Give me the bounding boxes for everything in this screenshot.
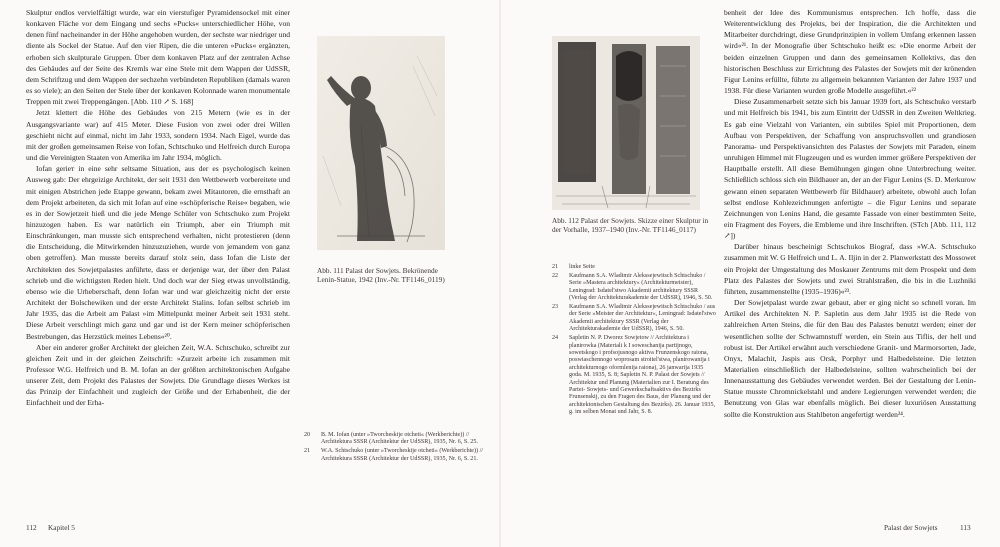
footnote-text: Kaufmann S.A. Wladimir Alekssejewitsch Schtschuko / Serie »Mastera architektury« (Architekturmeister), Leningrad: Isdatel'stwo Akademii architektury SSSR (Verlag der Architekturakademie der UdSSR), 1946, S. 50.: [569, 272, 713, 302]
body-paragraph: Darüber hinaus bescheinigt Schtschukos Biograf, dass »W.A. Schtschuko zusammen mit W. G Helfreich und L. A. Iljin in der 2. Planwerkstatt des Mossowet ein Projekt der Umgestaltung des Moskauer Zentrums mit dem Prospekt und dem Platz des Palastes der Sowjets und zwei Strahlstraßen, die bis in die Luzhniki führten, zusammenstellte (1935–1936)«²³.: [724, 242, 976, 296]
footnote-number: 24: [552, 335, 559, 342]
footnote: [552, 304, 716, 334]
footnote: [552, 264, 716, 271]
body-paragraph: Der Sowjetpalast wurde zwar gebaut, aber er ging nicht so schnell voran. Im Artikel des Architekten N. P. Sapletin aus dem Jahr 1935 ist die Rede von zahlreichen Arten Steins, die für den Bau des Palastes benutzt werden; einer der wesentlichen sollte der Schwamnstuff werden, ein Stein aus Tiflis, der hell und robust ist. Der Artikel erwähnt auch verschiedene Granit- und Marmorsorten, Jade, Onyx, Malachit, Jaspis aus Orsk, Porphyr und Halbedelsteine. Die letzten Materialien einschließlich der Halbedelsteine, sollten wahrscheinlich bei der Innenausstattung des Gebäudes verwendet werden. Bei der Gestaltung der Lenin-Statue musste Chromnickelstahl und andere Legierungen verwendet werden; die Benutzung von Glas war ebenfalls möglich. Bei dieser luxuriösen Ausstattung sollte die Konstruktion aus Stahlbeton angefertigt werden²⁴.: [724, 298, 976, 419]
footnote-text: B. M. Iofan (unter »Tworcheskije otcheti« (Werkberichte)) // Architektura SSSR (Architektur der UdSSR), 1935, Nr. 6, S. 25.: [321, 432, 478, 446]
body-paragraph: Skulptur endlos vervielfältigt wurde, war ein vierstufiger Pyramidensockel mit einer konkaven Fläche vor dem Eingang und sechs »Pucks« unterschiedlicher Höhe, von denen fünf nacheinander in der Höhe angehoben wurden, der sechste war niedriger und diente als Sockel der Statue. Auf den vier Ripen, die die unteren »Pucks« ergänzten, erhoben sich skulpturale Gruppen. Über dem konkaven Platz auf der zentralen Achse des Gebäudes auf der Seite des Kremls war eine Stele mit dem Wappen der UdSSR, dem Schriftzug und dem Wappen der sechzehn verbündeten Republiken (damals waren es so viele); an den Seiten der Stele über der konkaven Kolonnade waren monumentale Treppen mit zwei Treppengängen. [Abb. 110 ↗ S. 168]: [26, 8, 290, 107]
left-main-text: [26, 7, 290, 409]
footnote-number: 23: [552, 304, 559, 311]
body-paragraph: benheit der Idee des Kommunismus entsprechen. Ich hoffe, dass die Weiterentwicklung des Projekts, bei der Inspiration, die die Architekten und Mitarbeiter durchdringt, diese Grundprinzipien in vollem Umfang erkennen lassen wird«²¹. In der Monografie über Schtschuko heißt es: »Die enorme Arbeit der beiden einzelnen Gruppen und dann des gemeinsamen Kollektivs, das den historischen Beschluss zur Errichtung des Palastes der Sowjets mit der krönenden Figur Lenins erfüllte, führte zu allgemein bekannten Varianten der Jahre 1937 und 1938. Für diese Varianten wurden große Modelle ausgeführt.«²²: [724, 8, 976, 96]
footnote-number: 21: [304, 448, 311, 455]
vestibule-sculpture-drawing: [552, 36, 700, 210]
footnote-number: 20: [304, 432, 311, 438]
footnote: [552, 335, 716, 416]
body-paragraph: Jetzt klettert die Höhe des Gebäudes von 215 Metern (wie es in der Ausgangsvariante war) auf 415 Meter. Diese Fusion von zwei oder drei Willen geschieht nicht auf einmal, nicht im Jahr 1933, sondern 1934. Nach Eigel, wurde das mit der großen gemeinsamen Reise von Iofan, Schtschuko und Helfreich durch Europa und die Vereinigten Staaten von Amerika im Jahr 1934, möglich.: [26, 108, 290, 163]
left-footnotes: [304, 432, 484, 465]
right-footnotes: [552, 264, 716, 418]
footnote-text: Sapletin N. P. Dworez Sowjetow // Architektura i planirowka (Materiali k I soweschanija partijnogo, sowetskogo i profsojusnogo aktiva Frunzenskogo raiona, poswiaschennogo woprosam stroitel'stwa, planirowanija i architekturnogo oformlenija raiona), 26 janwarija 1935 goda. M. 1935, S. 8; Sapletin N. P. Palast der Sowjets // Architektur und Planung (Materialien zur I. Beratung des Partei- Sowjets- und Gewerkschaftsaktivs des Bezirks Frunsenskij, zu den Fragen des Baus, der Planung und der architektonischen Gestaltung des Bezirks). 26. Januar 1935, g. im selben Monat und Jahr, S. 8.: [569, 335, 716, 416]
running-head: Palast der Sowjets: [884, 523, 938, 532]
footnote-text: linke Seite: [569, 264, 595, 270]
body-paragraph: Diese Zusammenarbeit setzte sich bis Januar 1939 fort, als Schtschuko verstarb und mit Helfreich bis 1941, bis zum Eintritt der UdSSR in den Zweiten Weltkrieg. Es gab eine Vielzahl von Varianten, ein subtiles Spiel mit Proportionen, dem Aufbau von Perspektiven, der Schaffung von anspruchsvollen und grandiosen Panorama- und Perspektivansichten des Palastes der Sowjets mit Paraden, einem unruhigen Himmel mit Flugzeugen und es wurden immer größere Perspektiven der Hauptballe erstellt. All diese Bemühungen gingen ohne Unterbrechung weiter. Schließlich schloss sich ein Bildhauer an, der an der Figur Lenins (S. D. Merkurow gewann einen separaten Wettbewerb für Bildhauer) arbeitete, obwohl auch Iofan selbst endlose Kohlezeichnungen anfertigte – die Figur Lenins und separate Zeichnungen von Lenins Hand, die gesamte Fassade von einer bestimmten Seite, ein Fragment des Foyers, die Embleme und ihre Inschriften. (STch [Abb. 111, 112 ↗]): [724, 97, 976, 241]
body-paragraph: Aber ein anderer großer Architekt der gleichen Zeit, W.A. Schtschuko, schreibt zur gleichen Zeit und in der gleichen Zeitschrift: »Zurzeit arbeite ich zusammen mit Professor W.G. Helfreich und B. M. Iofan an der größten architektonischen Aufgabe unserer Zeit, dem Projekt des Palastes der Sowjets. Die Grundlage dieses Werkes ist das Prinzip der Einfachheit und zugleich der Größe und der Erhabenheit, die der Einfachheit und der Erha-: [26, 342, 290, 408]
footnote-number: 22: [552, 272, 559, 279]
figure-caption: Abb. 111 Palast der Sowjets. Bekrönende Lenin-Statue, 1942 (Inv.-Nr. TF1146_0119): [317, 266, 445, 285]
lenin-statue-drawing: [317, 36, 445, 250]
page-number: 113: [960, 523, 971, 532]
footnote-text: W.A. Schtschuko (unter »Tworcheskije otcheti« (Werkberichte)) // Architektura SSSR (Architektur der UdSSR), 1935, Nr. 6, S. 21.: [321, 448, 483, 462]
footnote: [304, 448, 484, 463]
figure-caption: Abb. 112 Palast der Sowjets. Skizze einer Skulptur in der Vorhalle, 1937–1940 (Inv.-Nr. TF1146_0117): [552, 216, 709, 235]
right-main-text: [724, 7, 976, 420]
footnote-text: Kaufmann S.A. Wladimir Alekssejewitsch Schtschuko / aus der Serie »Meister der Architektur«, Leningrad: Isdatel'stwo Akademii architektury SSSR (Verlag der Architekturakademie der UdSSR), 1946, S. 50.: [569, 304, 716, 333]
footnote-number: 21: [552, 264, 559, 270]
running-head: Kapitel 5: [48, 523, 75, 532]
figure-lenin-statue-sketch: [317, 36, 445, 250]
footnote: [304, 432, 484, 447]
footnote: [552, 273, 716, 303]
page-number: 112: [26, 523, 37, 532]
body-paragraph: Iofan gerieт in eine sehr seltsame Situation, aus der es psychologisch keinen Ausweg gab: Der ehrgeizige Architekt, der seit 1931 den Wettbewerb vorbereitete und mit einigen Abstrichen jede Etappe gewann, bekam zwei Mitautoren, die ernsthaft an dem Projekt arbeiteten, da sich mit Iofan auf eine »schöpferische Reise« begaben, wie es in der Sowjetzeit hieß und die jede Menge Schüler von Schtschuko zum Projekt hinzuzogen haben. Es war natürlich ein Triumph, aber ein Triumph mit Einschränkungen, man musste sich entsprechend verhalten, nicht protestieren (denn die Entscheidung, die Mitwirkenden hinzuzuziehen, wurde von jemandem von ganz oben getroffen). Man musste bereits darauf stolz sein, dass Iofan die Liste der Architekten des Sowjetpalastes anführte, dass er derjenige war, der über den Palast schrieb und die wichtigsten Reden hielt. Und doch war der Sieg etwas unvollständig, ebenso wie die Urheberschaft, denn Iofan war und war gleichzeitig nicht der erste Architekt der Bolschewiken und der erste Architekt Stalins. Iofan selbst schrieb im Jahr 1935, das die Arbeit am Palast »im Mittelpunkt meiner Arbeit seit 1931 steht. Diese Arbeit verschlingt mich ganz und gar und ist der Kern meiner schöpferischen Bestrebungen, das Herzstück meines Lebens«²⁰.: [26, 164, 290, 341]
figure-vestibule-sculpture-sketch: [552, 36, 700, 210]
book-gutter: [499, 0, 501, 547]
